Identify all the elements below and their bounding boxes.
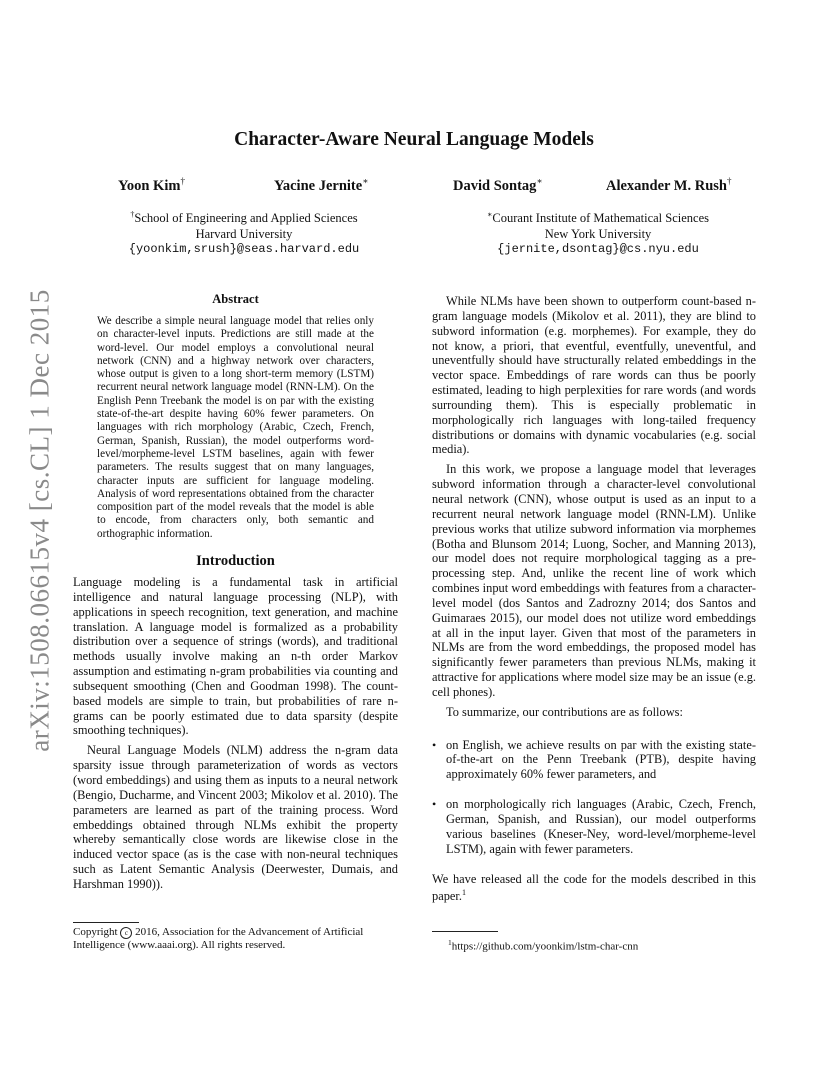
footnote-divider-left [73,922,139,923]
email-nyu: {jernite,dsontag}@cs.nyu.edu [497,242,699,257]
email-harvard: {yoonkim,srush}@seas.harvard.edu [128,242,360,257]
intro-paragraph-5: To summarize, our contributions are as follows: [446,704,683,719]
intro-paragraph-1: Language modeling is a fundamental task in artificial intelligence and natural language processing (NLP), with applications in speech recognition, text generation, and machine translation. A language model is formalized as a probability distribution over a sequence of strings (words), and traditional methods usually involve making an n-th order Markov assumption and estimating n-gram probabilities via counting and subsequent smoothing (Chen and Goodman 1998). The count-based models are simple to train, but probabilities of rare n-grams can be poorly estimated due to data sparsity (despite smoothing techniques). [73,575,398,738]
introduction-heading: Introduction [196,553,275,570]
list-item: • on English, we achieve results on par with the existing state-of-the-art on the Penn Treebank (PTB), despite having approximately 60% fewer parameters, and [432,737,756,782]
author-2: Yacine Jernite∗ [274,176,369,194]
contributions-list [432,738,756,857]
author-4: Alexander M. Rush† [606,176,732,194]
author-1: Yoon Kim† [118,176,185,194]
footnote-1: $^1$https://github.com/yoonkim/lstm-char-cnn [448,938,639,953]
intro-paragraph-4: In this work, we propose a language model that leverages subword information through a character-level convolutional neural network (CNN), whose output is used as an input to a recurrent neural network language model (RNN-LM). Unlike previous works that utilize subword information via morphemes (Botha and Blunsom 2014; Luong, Socher, and Manning 2013), our model does not require morphological tagging as a pre-processing step. And, unlike the recent line of work which combines input word embeddings with features from a character-level model (dos Santos and Zadrozny 2014; dos Santos and Guimaraes 2015), our model does not utilize word embeddings at all in the input layer. Given that most of the parameters in NLMs are from the word embeddings, the proposed model has significantly fewer parameters than previous NLMs, making it attractive for applications where model size may be an issue (e.g. cell phones). [432,462,756,699]
arxiv-id: arXiv:1508.06615v4 [cs.CL] 1 Dec 2015 [24,288,55,752]
affiliation-nyu: ∗Courant Institute of Mathematical Sciences New York University {jernite,dsontag}@cs.nyu.edu [448,207,748,258]
intro-paragraph-2: Neural Language Models (NLM) address the n-gram data sparsity issue through parameterization of words as vectors (word embeddings) and using them as inputs to a neural network (Bengio, Ducharme, and Vincent 2003; Mikolov et al. 2010). The parameters are learned as part of the training process. Word embeddings obtained through NLMs exhibit the property whereby semantically close words are likewise close in the induced vector space (as is the case with non-neural techniques such as Latent Semantic Analysis (Deerwester, Dumais, and Harshman 1990)). [73,743,398,891]
copyright-icon: c [120,927,132,939]
footnote-1-link[interactable]: https://github.com/yoonkim/lstm-char-cnn [451,940,639,953]
list-item: • on morphologically rich languages (Arabic, Czech, French, German, Spanish, and Russian), our model outperforms various baselines (Kneser-Ney, word-level/morpheme-level LSTM), again with fewer parameters. [432,797,756,856]
copyright-notice: Copyright c 2016, Association for the Advancement of Artificial Intelligence (www.aaai.org). All rights reserved. [73,926,364,951]
abstract-text: We describe a simple neural language model that relies only on character-level inputs. Predictions are still made at the word-level. Our model employs a convolutional neural network (CNN) and a highway network over characters, whose output is given to a long short-term memory (LSTM) recurrent neural network language model (RNN-LM). On the English Penn Treebank the model is on par with the existing state-of-the-art despite having 60% fewer parameters. On languages with rich morphology (Arabic, Czech, French, German, Spanish, Russian), the model outperforms word-level/morpheme-level LSTM baselines, again with fewer parameters. The results suggest that on many languages, character inputs are sufficient for language modeling. Analysis of word representations obtained from the character composition part of the model reveals that the model is able to encode, from characters only, both semantic and orthographic information. [97,315,374,540]
abstract-heading: Abstract [212,292,259,306]
affiliation-harvard: †School of Engineering and Applied Sciences Harvard University {yoonkim,srush}@seas.harvard.edu [94,207,394,258]
left-column [73,292,398,892]
right-column [432,294,756,904]
intro-paragraph-3: While NLMs have been shown to outperform count-based n-gram language models (Mikolov et al. 2011), they are blind to subword information (e.g. morphemes). For example, they do not know, a priori, that eventful, eventfully, uneventful, and uneventfully should have structurally related embeddings in the vector space. Embeddings of rare words can thus be poorly estimated, leading to high perplexities for rare words (and words surrounding them). This is especially problematic in morphologically rich languages with long-tailed frequency distributions or domains with dynamic vocabularies (e.g. social media). [432,294,756,457]
arxiv-identifier-stamp [12,290,68,750]
author-3: David Sontag∗ [453,176,543,194]
intro-paragraph-6: We have released all the code for the models described in this paper.$^1$ [432,871,756,904]
paper-title: Character-Aware Neural Language Models [234,129,594,150]
footnote-divider-right [432,931,498,932]
